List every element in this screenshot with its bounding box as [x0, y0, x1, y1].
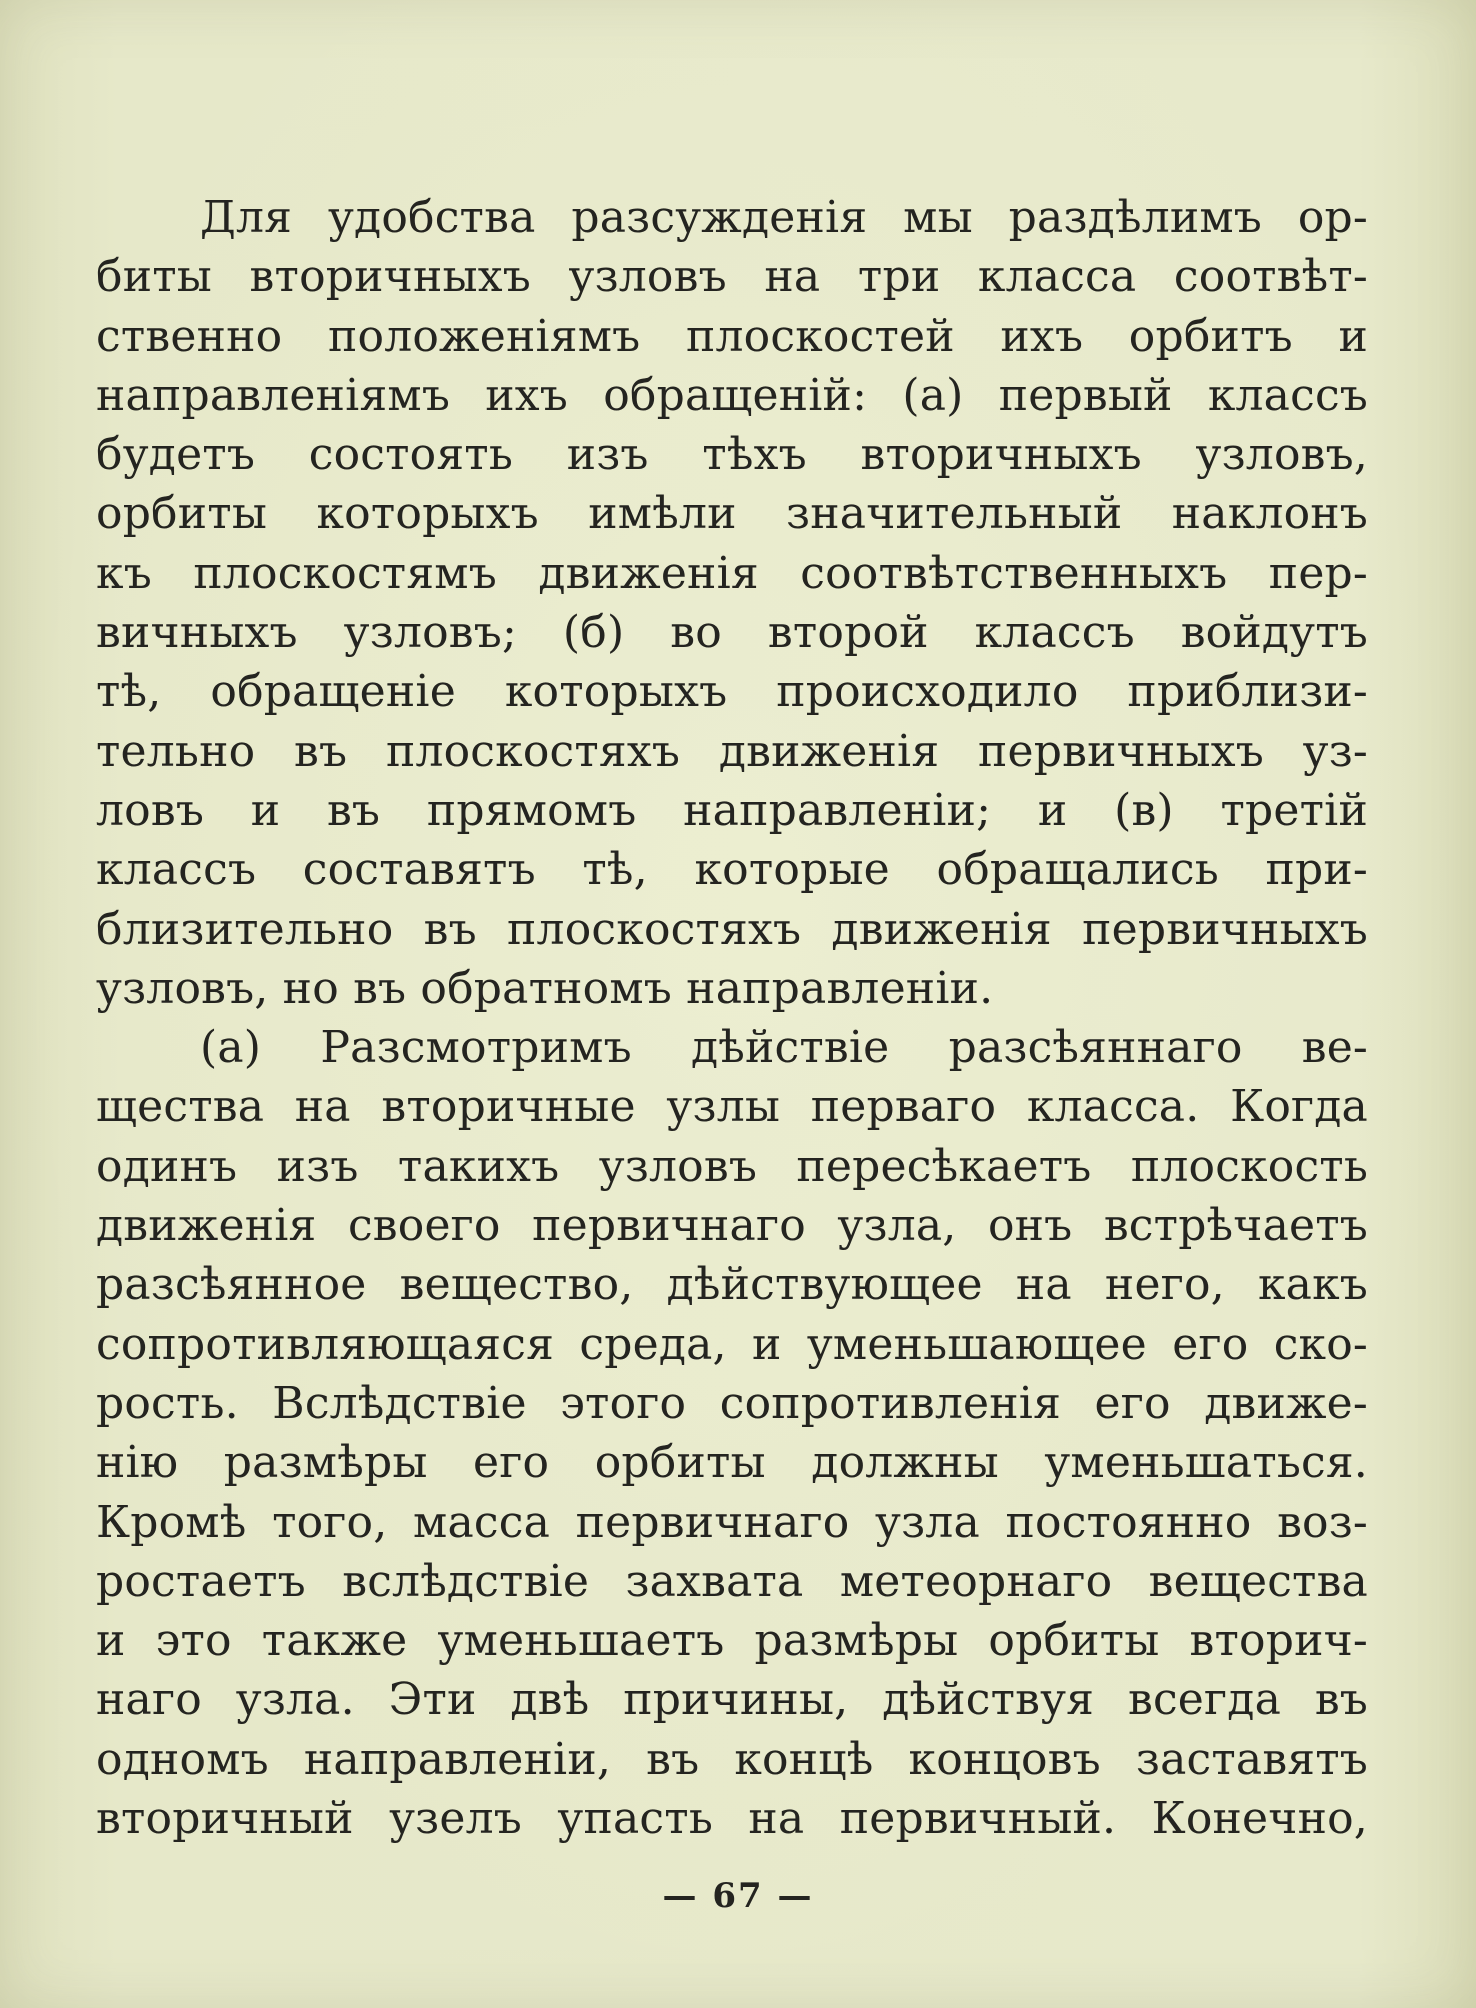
text-line: щества на вторичные узлы перваго класса. Когда: [96, 1081, 1368, 1133]
text-line: близительно въ плоскостяхъ движенія первичныхъ: [96, 903, 1368, 955]
text-line: вторичный узелъ упасть на первичный. Конечно,: [96, 1793, 1368, 1845]
text-line: рость. Вслѣдствіе этого сопротивленія его движе-: [96, 1377, 1368, 1429]
text-line: одинъ изъ такихъ узловъ пересѣкаетъ плоскость: [96, 1140, 1368, 1192]
text-line: будетъ состоять изъ тѣхъ вторичныхъ узловъ,: [96, 429, 1368, 481]
text-line: ростаетъ вслѣдствіе захвата метеорнаго вещества: [96, 1555, 1368, 1607]
text-line: узловъ, но въ обратномъ направленіи.: [96, 962, 994, 1014]
text-line: сопротивляющаяся среда, и уменьшающее его ско-: [96, 1318, 1368, 1370]
text-line: нію размѣры его орбиты должны уменьшаться.: [96, 1437, 1368, 1489]
text-line: направленіямъ ихъ обращеній: (а) первый классъ: [96, 369, 1368, 421]
text-line: Кромѣ того, масса первичнаго узла постоянно воз-: [96, 1496, 1368, 1548]
body-text: [96, 188, 1368, 1848]
text-line: и это также уменьшаетъ размѣры орбиты вторич-: [96, 1615, 1368, 1667]
text-line: ственно положеніямъ плоскостей ихъ орбитъ и: [96, 310, 1368, 362]
text-line: орбиты которыхъ имѣли значительный наклонъ: [96, 488, 1368, 540]
text-line: вичныхъ узловъ; (б) во второй классъ войдутъ: [96, 607, 1368, 659]
text-line: тельно въ плоскостяхъ движенія первичныхъ уз-: [96, 725, 1368, 777]
text-line: наго узла. Эти двѣ причины, дѣйствуя всегда въ: [96, 1674, 1368, 1726]
text-line: одномъ направленіи, въ концѣ концовъ заставятъ: [96, 1733, 1368, 1785]
page-number: — 67 —: [662, 1876, 814, 1916]
text-line: биты вторичныхъ узловъ на три класса соотвѣт-: [96, 251, 1368, 303]
text-line: движенія своего первичнаго узла, онъ встрѣчаетъ: [96, 1200, 1368, 1252]
text-line: тѣ, обращеніе которыхъ происходило приблизи-: [96, 666, 1368, 718]
text-line: Для удобства разсужденія мы раздѣлимъ ор-: [200, 192, 1368, 243]
text-line: разсѣянное вещество, дѣйствующее на него, какъ: [96, 1259, 1368, 1311]
text-line: (а) Разсмотримъ дѣйствіе разсѣяннаго ве-: [200, 1022, 1368, 1074]
text-line: къ плоскостямъ движенія соотвѣтственныхъ пер-: [96, 547, 1368, 599]
text-line: ловъ и въ прямомъ направленіи; и (в) третій: [96, 784, 1368, 836]
text-line: классъ составятъ тѣ, которые обращались при-: [96, 844, 1368, 896]
